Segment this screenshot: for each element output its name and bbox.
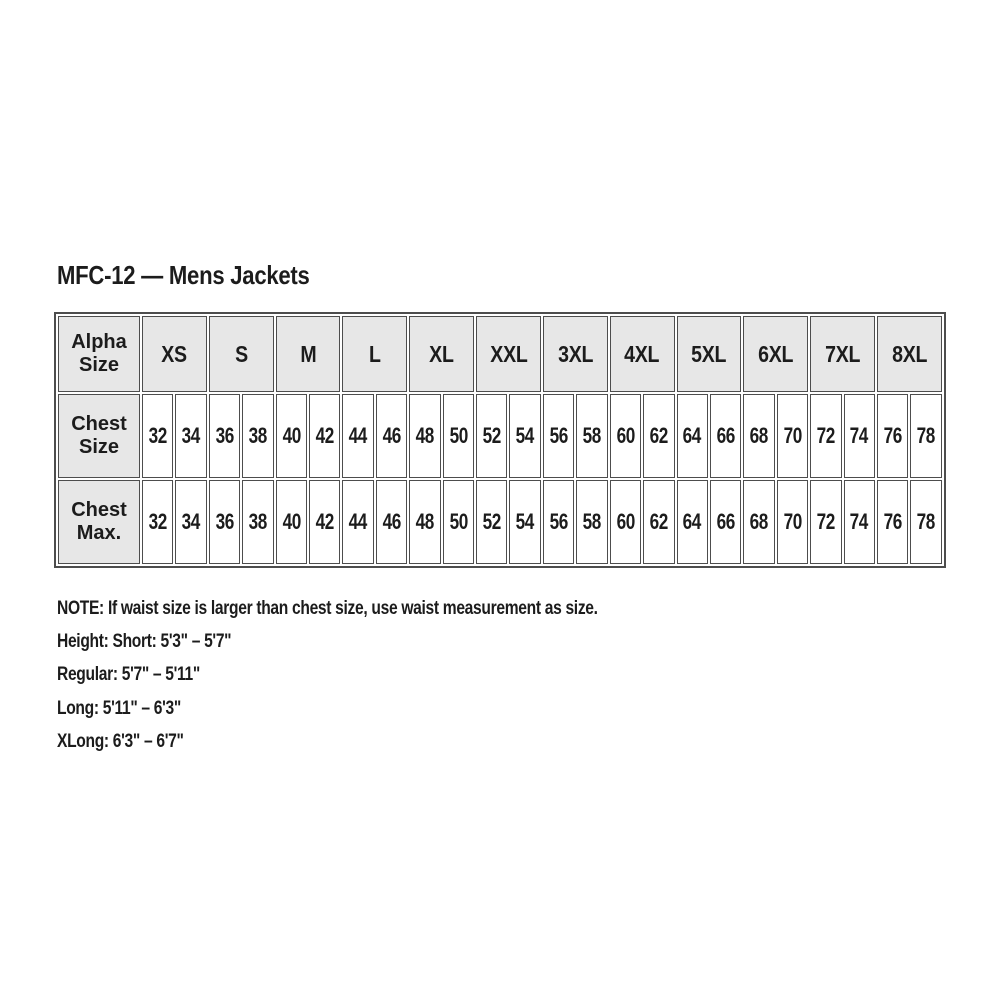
size-value-cell (509, 394, 540, 478)
size-value-cell-text: 34 (181, 423, 201, 448)
alpha-size-6xl (743, 316, 808, 392)
size-value-cell (476, 480, 507, 564)
size-value-cell (576, 394, 607, 478)
size-value-cell (810, 394, 841, 478)
size-value-cell-text: 52 (482, 509, 501, 534)
size-value-cell (877, 394, 908, 478)
note-label: NOTE: (57, 597, 104, 619)
size-value-cell-text: 64 (683, 509, 702, 534)
size-value-cell (242, 394, 273, 478)
size-value-cell (476, 394, 507, 478)
size-value-cell (276, 480, 307, 564)
size-value-cell-text: 38 (248, 509, 268, 534)
size-value-cell-text: 60 (616, 509, 635, 534)
table-row-chest-size (58, 394, 942, 478)
alpha-size-5xl-text: 5XL (691, 340, 727, 367)
size-value-cell-text: 66 (716, 423, 735, 448)
size-value-cell-text: 68 (749, 423, 769, 448)
alpha-size-m-text: M (300, 340, 317, 367)
alpha-size-5xl (677, 316, 742, 392)
alpha-size-m (276, 316, 341, 392)
note-line-height-short: Height: Short: 5'3" – 5'7" (57, 630, 232, 653)
size-value-cell (242, 480, 273, 564)
size-value-cell (810, 480, 841, 564)
alpha-size-xxl (476, 316, 541, 392)
alpha-size-7xl (810, 316, 875, 392)
size-value-cell (777, 480, 808, 564)
size-value-cell-text: 50 (449, 423, 468, 448)
size-value-cell (543, 394, 574, 478)
size-value-cell-text: 56 (549, 423, 568, 448)
size-value-cell (610, 394, 641, 478)
note-line-waist (57, 592, 733, 625)
notes-section (57, 592, 733, 758)
alpha-size-xxl-text: XXL (489, 340, 528, 367)
table-header-row (58, 316, 942, 392)
alpha-size-l (342, 316, 407, 392)
size-value-cell-text: 72 (816, 423, 835, 448)
size-value-cell-text: 54 (516, 423, 535, 448)
size-value-cell-text: 60 (616, 423, 635, 448)
alpha-size-header-cell: Alpha Size (58, 316, 140, 392)
alpha-size-xl (409, 316, 474, 392)
size-value-cell-text: 76 (883, 423, 902, 448)
size-value-cell (844, 394, 875, 478)
size-value-cell-text: 74 (850, 509, 869, 534)
note-line-height-xlong: XLong: 6'3" – 6'7" (57, 729, 184, 752)
size-value-cell-text: 62 (649, 423, 668, 448)
size-value-cell (342, 480, 373, 564)
size-value-cell-text: 70 (783, 509, 802, 534)
size-value-cell (643, 394, 674, 478)
table-row-chest-max (58, 480, 942, 564)
size-value-cell (443, 394, 474, 478)
size-value-cell (710, 480, 741, 564)
size-value-cell (710, 394, 741, 478)
size-value-cell (643, 480, 674, 564)
alpha-size-xl-text: XL (429, 340, 454, 367)
size-value-cell-text: 32 (148, 423, 167, 448)
size-value-cell-text: 44 (348, 423, 368, 448)
note-line-height-regular: Regular: 5'7" – 5'11" (57, 663, 200, 686)
size-value-cell-text: 54 (516, 509, 535, 534)
alpha-size-xs (142, 316, 207, 392)
alpha-size-6xl-text: 6XL (758, 340, 794, 367)
size-value-cell (910, 394, 942, 478)
size-value-cell-text: 48 (415, 423, 435, 448)
page-title (57, 260, 354, 291)
size-value-cell (543, 480, 574, 564)
size-value-cell-text: 46 (382, 509, 401, 534)
size-value-cell-text: 46 (382, 423, 401, 448)
size-value-cell-text: 56 (549, 509, 568, 534)
size-value-cell (509, 480, 540, 564)
size-value-cell-text: 36 (215, 423, 234, 448)
size-value-cell-text: 76 (883, 509, 902, 534)
size-value-cell (309, 480, 340, 564)
alpha-size-l-text: L (369, 340, 381, 367)
size-chart-table (54, 312, 946, 568)
size-value-cell-text: 64 (683, 423, 702, 448)
note-line-height-long: Long: 5'11" – 6'3" (57, 696, 181, 719)
size-value-cell (910, 480, 942, 564)
size-value-cell-text: 40 (282, 423, 301, 448)
size-value-cell-text: 36 (215, 509, 234, 534)
size-value-cell (743, 480, 774, 564)
size-value-cell-text: 68 (749, 509, 769, 534)
size-value-cell (443, 480, 474, 564)
size-value-cell-text: 78 (917, 423, 936, 448)
size-value-cell-text: 66 (716, 509, 735, 534)
note-text: If waist size is larger than chest size, use waist measurement as size. (107, 597, 598, 619)
size-value-cell-text: 74 (850, 423, 869, 448)
size-value-cell-text: 52 (482, 423, 501, 448)
size-value-cell (777, 394, 808, 478)
size-value-cell (409, 394, 440, 478)
size-value-cell-text: 70 (783, 423, 802, 448)
size-value-cell (175, 394, 206, 478)
alpha-size-4xl (610, 316, 675, 392)
size-value-cell (175, 480, 206, 564)
size-value-cell (877, 480, 908, 564)
size-value-cell-text: 48 (415, 509, 435, 534)
row-label-cell: Chest Max. (58, 480, 140, 564)
page-title-text: MFC-12 — Mens Jackets (57, 260, 310, 290)
size-value-cell (677, 480, 708, 564)
alpha-size-8xl-text: 8XL (891, 340, 928, 367)
size-value-cell-text: 34 (181, 509, 201, 534)
alpha-size-4xl-text: 4XL (624, 340, 660, 367)
size-value-cell (209, 480, 240, 564)
size-value-cell-text: 78 (917, 509, 936, 534)
size-value-cell (142, 394, 173, 478)
size-value-cell (409, 480, 440, 564)
alpha-size-3xl (543, 316, 608, 392)
alpha-size-xs-text: XS (161, 340, 188, 367)
size-value-cell-text: 42 (315, 509, 334, 534)
size-value-cell (844, 480, 875, 564)
size-value-cell-text: 38 (248, 423, 268, 448)
alpha-size-3xl-text: 3XL (557, 340, 593, 367)
size-value-cell-text: 72 (816, 509, 835, 534)
alpha-size-7xl-text: 7XL (824, 340, 861, 367)
size-value-cell (342, 394, 373, 478)
size-value-cell (309, 394, 340, 478)
size-value-cell (576, 480, 607, 564)
size-value-cell (610, 480, 641, 564)
size-value-cell-text: 58 (582, 423, 602, 448)
alpha-size-8xl (877, 316, 942, 392)
size-value-cell (209, 394, 240, 478)
size-value-cell (376, 480, 407, 564)
alpha-size-s-text: S (234, 340, 248, 367)
size-value-cell (142, 480, 173, 564)
size-value-cell-text: 50 (449, 509, 468, 534)
size-value-cell (276, 394, 307, 478)
size-value-cell (376, 394, 407, 478)
size-value-cell-text: 58 (582, 509, 602, 534)
size-value-cell-text: 40 (282, 509, 301, 534)
size-value-cell-text: 42 (315, 423, 334, 448)
alpha-size-s (209, 316, 274, 392)
size-value-cell-text: 32 (148, 509, 167, 534)
size-value-cell (743, 394, 774, 478)
row-label-cell: Chest Size (58, 394, 140, 478)
size-value-cell-text: 62 (649, 509, 668, 534)
size-value-cell (677, 394, 708, 478)
size-value-cell-text: 44 (348, 509, 368, 534)
